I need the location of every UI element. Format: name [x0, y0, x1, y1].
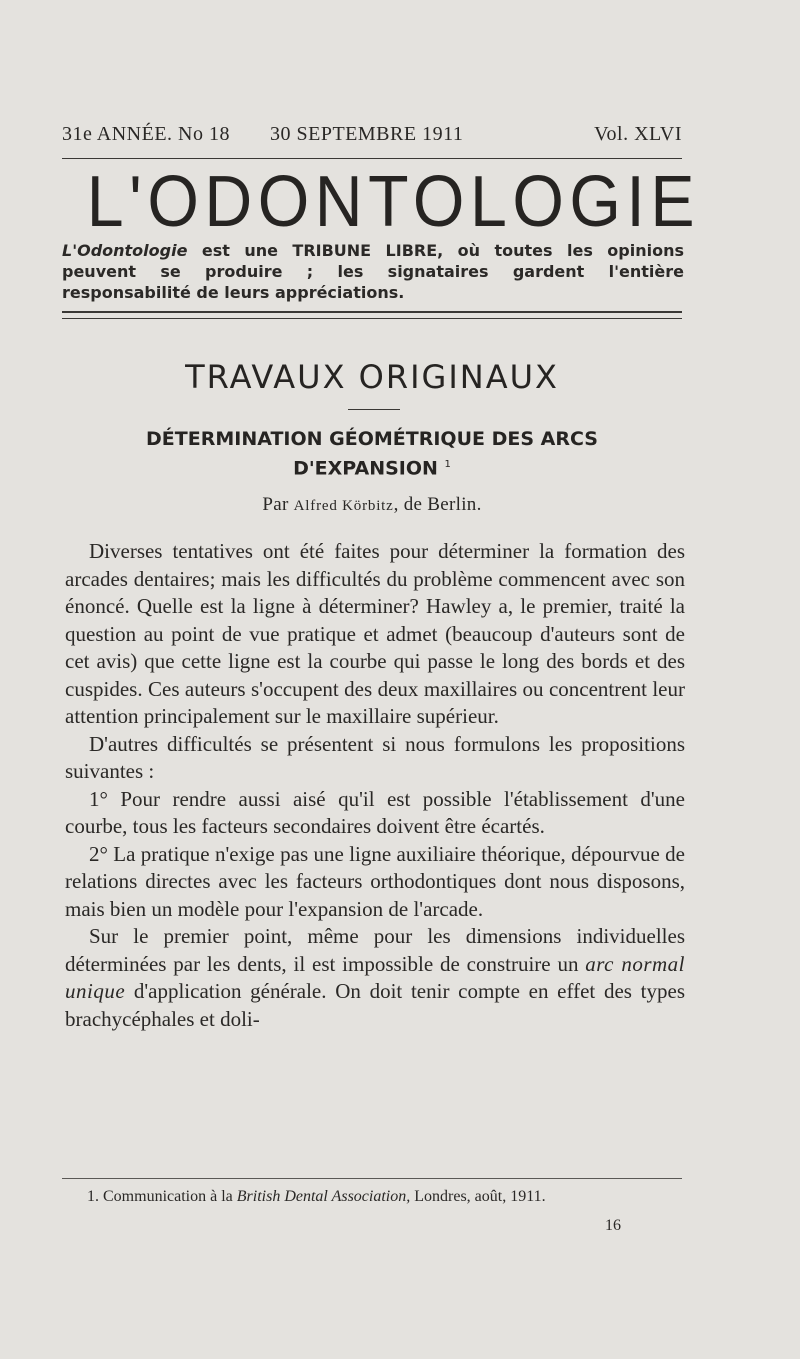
author-name: Alfred Körbitz	[293, 498, 394, 514]
paragraph-5-emphasis: arc normal unique	[65, 951, 685, 1003]
footnote	[87, 1188, 687, 1206]
double-rule	[62, 311, 682, 319]
article-title	[62, 426, 682, 481]
paragraph-1: Diverses tentatives ont été faites pour déterminer la formation des arcades dentaires; mais les difficultés du problème commencent avec son énoncé. Quelle est la ligne à déterminer? Hawley a, le premier, traité la question au point de vue pratique et admet (beaucoup d'auteurs sont de cet avis) que cette ligne est la courbe qui passe le long des bords et des cuspides. Ces auteurs s'occupent des deux maxillaires ou concentrent leur attention principalement sur le maxillaire supérieur.	[65, 539, 685, 728]
page-number: 16	[605, 1217, 621, 1234]
paragraph-5-end: d'application générale. On doit tenir compte en effet des types brachycéphales et doli-	[65, 979, 685, 1031]
footnote-rule	[62, 1178, 682, 1179]
article-title-line-1: DÉTERMINATION GÉOMÉTRIQUE DES ARCS	[146, 428, 598, 450]
section-title: TRAVAUX ORIGINAUX	[185, 358, 559, 396]
running-header	[62, 123, 682, 153]
journal-tagline	[62, 240, 684, 303]
byline-prefix: Par	[262, 494, 289, 515]
article-byline	[62, 494, 682, 516]
paragraph-3: 1° Pour rendre aussi aisé qu'il est possible l'établissement d'une courbe, tous les facteurs secondaires doivent être écartés.	[65, 786, 685, 838]
footnote-number: 1.	[87, 1188, 99, 1205]
section-divider	[348, 409, 400, 410]
tagline-text: est une TRIBUNE LIBRE, où toutes les opinions peuvent se produire ; les signataires gardent l'entière responsabilité de leurs appréciations.	[62, 241, 684, 302]
byline-suffix: , de Berlin.	[393, 494, 482, 515]
paragraph-4: 2° La pratique n'exige pas une ligne auxiliaire théorique, dépourvue de relations directes avec les facteurs orthodontiques dont nous disposons, mais bien un modèle pour l'expansion de l'arcade.	[65, 841, 685, 921]
tagline-lead: L'Odontologie	[62, 241, 188, 260]
article-title-line-2-text: D'EXPANSION	[293, 457, 438, 480]
issue-date: 30 SEPTEMBRE 1911	[270, 123, 464, 145]
header-rule	[62, 158, 682, 159]
year-issue: 31e ANNÉE. No 18	[62, 123, 230, 145]
paragraph-5	[65, 923, 685, 1033]
article-body	[65, 538, 685, 1033]
paragraph-5-start: Sur le premier point, même pour les dimensions individuelles déterminées par les dents, il est impossible de construire un	[65, 924, 685, 976]
journal-masthead: L'ODONTOLOGIE	[86, 162, 701, 242]
article-title-line-2	[62, 452, 682, 481]
footnote-emphasis: British Dental Association,	[236, 1188, 411, 1205]
paragraph-2: D'autres difficultés se présentent si nous formulons les propositions suivantes :	[65, 731, 685, 783]
footnote-text-start: Communication à la	[103, 1188, 237, 1205]
volume-number: Vol. XLVI	[594, 123, 682, 145]
footnote-text-end: Londres, août, 1911.	[410, 1188, 546, 1205]
footnote-marker: 1	[444, 459, 451, 470]
